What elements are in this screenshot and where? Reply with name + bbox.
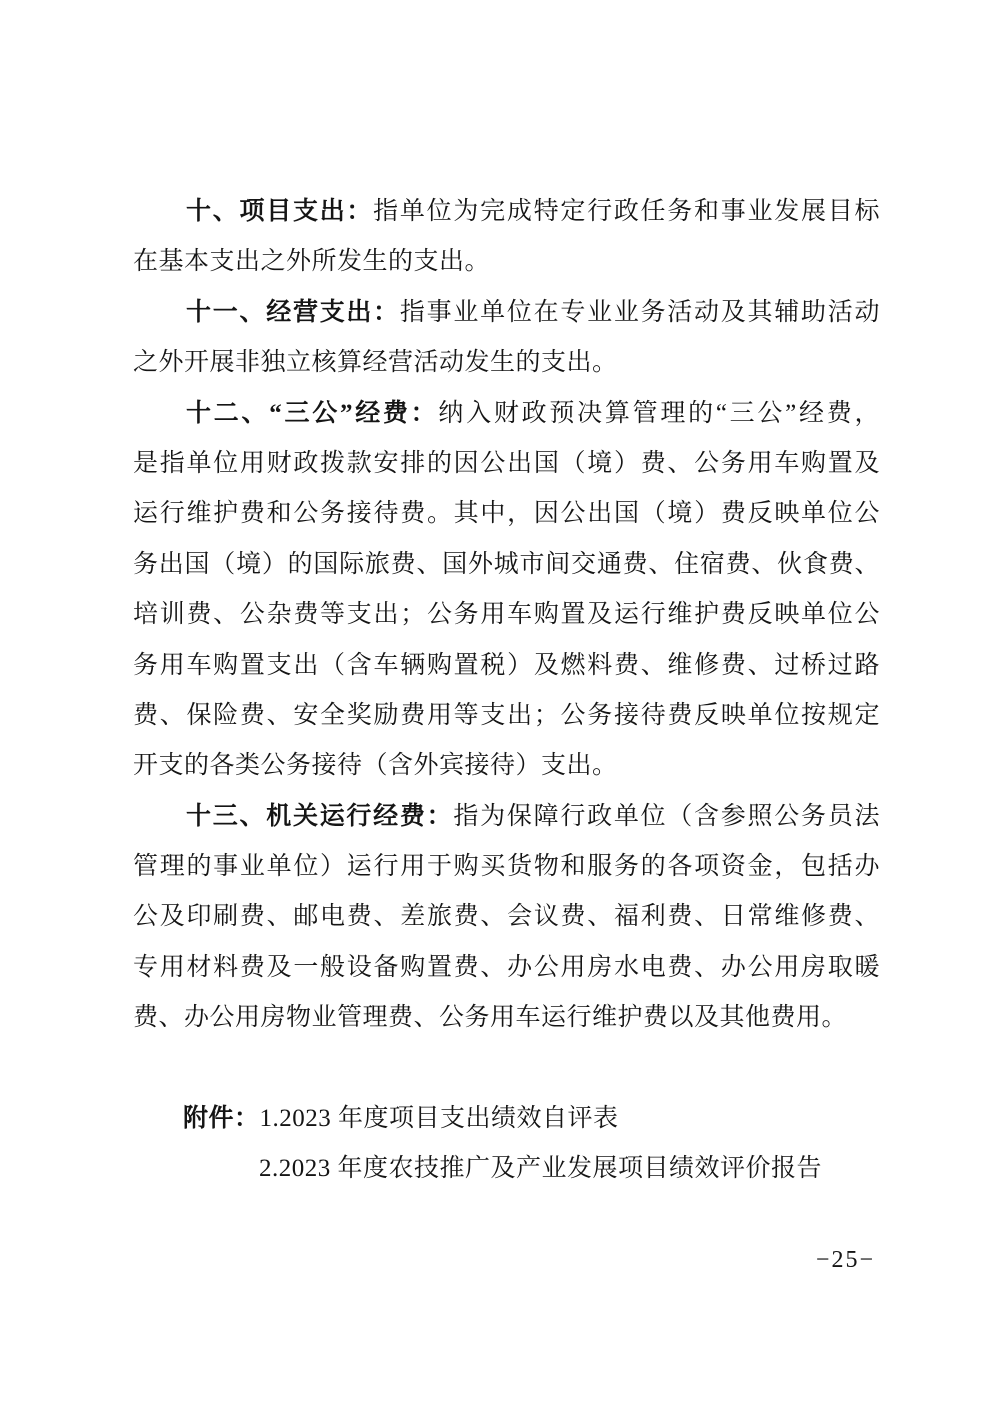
para-12-line-3 [133, 489, 880, 539]
paragraph-text: 纳入财政预决算管理的“三公”经费， [438, 399, 880, 427]
paragraph-text: 是指单位用财政拨款安排的因公出国（境）费、公务用车购置及 [133, 449, 880, 477]
paragraph-text: 务出国（境）的国际旅费、国外城市间交通费、住宿费、伙食费、 [133, 550, 880, 578]
attachments-line-1 [133, 1094, 880, 1144]
document-body [133, 187, 880, 1195]
para-11-line-1 [133, 288, 880, 338]
para-12-line-8 [133, 741, 880, 791]
paragraph-text: 培训费、公杂费等支出；公务用车购置及运行维护费反映单位公 [133, 601, 880, 629]
para-13-line-2 [133, 842, 880, 892]
attachment-item: 1.2023 年度项目支出绩效自评表 [259, 1105, 619, 1133]
paragraph-text: 专用材料费及一般设备购置费、办公用房水电费、办公用房取暖 [133, 953, 880, 981]
para-12-line-4 [133, 540, 880, 590]
paragraph-heading: 十一、经营支出： [186, 298, 400, 326]
paragraph-text: 开支的各类公务接待（含外宾接待）支出。 [133, 752, 618, 780]
paragraph-heading: 十、项目支出： [186, 198, 374, 225]
paragraph-text: 指事业单位在专业业务活动及其辅助活动 [399, 298, 880, 326]
paragraph-text: 之外开展非独立核算经营活动发生的支出。 [133, 349, 618, 377]
paragraph-heading: 十三、机关运行经费： [186, 802, 454, 830]
para-12-line-6 [133, 641, 880, 691]
para-12-line-5 [133, 590, 880, 640]
blank-line [133, 1044, 880, 1094]
paragraph-text: 管理的事业单位）运行用于购买货物和服务的各项资金，包括办 [133, 853, 880, 881]
page-number: −25− [815, 1247, 875, 1273]
para-10-line-1 [133, 187, 880, 237]
para-13-line-4 [133, 943, 880, 993]
para-13-line-5 [133, 993, 880, 1043]
attachment-label: 附件： [183, 1105, 260, 1133]
para-12-line-2 [133, 439, 880, 489]
para-12-line-1 [133, 389, 880, 439]
paragraph-text: 运行维护费和公务接待费。其中，因公出国（境）费反映单位公 [133, 500, 880, 528]
paragraph-text: 公及印刷费、邮电费、差旅费、会议费、福利费、日常维修费、 [133, 903, 880, 931]
para-13-line-3 [133, 892, 880, 942]
para-12-line-7 [133, 691, 880, 741]
paragraph-text: 费、办公用房物业管理费、公务用车运行维护费以及其他费用。 [133, 1004, 848, 1032]
paragraph-text: 指单位为完成特定行政任务和事业发展目标 [373, 198, 880, 225]
para-13-line-1 [133, 792, 880, 842]
paragraph-text: 务用车购置支出（含车辆购置税）及燃料费、维修费、过桥过路 [133, 651, 880, 679]
attachments-line-2 [133, 1144, 880, 1194]
paragraph-text: 费、保险费、安全奖励费用等支出；公务接待费反映单位按规定 [133, 701, 880, 729]
para-10-line-2 [133, 237, 880, 287]
para-11-line-2 [133, 338, 880, 388]
paragraph-text: 在基本支出之外所发生的支出。 [133, 248, 491, 276]
paragraph-heading: 十二、“三公”经费： [186, 399, 439, 427]
attachment-item: 2.2023 年度农技推广及产业发展项目绩效评价报告 [259, 1155, 823, 1183]
paragraph-text: 指为保障行政单位（含参照公务员法 [453, 802, 880, 830]
